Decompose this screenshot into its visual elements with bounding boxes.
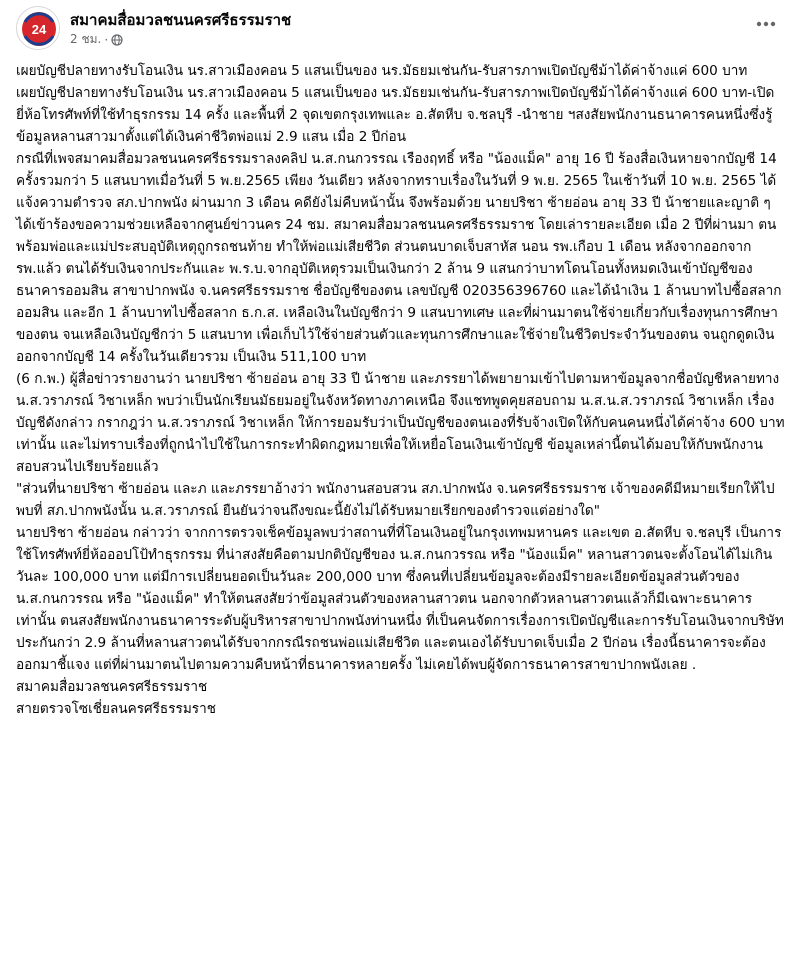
post-body <box>16 60 786 720</box>
post-paragraph-investigation: (6 ก.พ.) ผู้สื่อข่าวรายงานว่า นายปริชา ซ้ายอ่อน อายุ 33 ปี น้าชาย และภรรยาได้พยายามเข้าไปตามหาข้อมูลจากชื่อบัญชีหลายทาง น.ส.วราภรณ์ วิชาเหล็ก พบว่าเป็นนักเรียนมัธยมอยู่ในจังหวัดทางภาคเหนือ จึงแชทพูดคุยสอบถาม น.ส.น.ส.วราภรณ์ วิชาเหล็ก เรื่องบัญชีดังกล่าว กรากฎว่า น.ส.วราภรณ์ วิชาเหล็ก ให้การยอมรับว่าเป็นบัญชีของตนเองที่รับจ้างเปิดให้กับคนคนหนึ่งได้ค่าจ้าง 600 บาทเท่านั้น และไม่ทราบเรื่องที่ถูกนำไปใช้ในการกระทำผิดกฎหมายเพื่อให้เหยื่อโอนเงินเข้าบัญชี ข้อมูลเหล่านี้ตนได้มอบให้กับพนักงานสอบสวนไปเรียบร้อยแล้ว <box>16 371 785 475</box>
page-name[interactable]: สมาคมสื่อมวลชนนครศรีธรรมราช <box>70 11 292 29</box>
post-paragraph-headline: เผยบัญชีปลายทางรับโอนเงิน นร.สาวเมืองคอน 5 แสนเป็นของ นร.มัธยมเช่นกัน-รับสารภาพเปิดบัญชีม้าได้ค่าจ้างแค่ 600 บาท <box>16 63 748 79</box>
post-signature <box>16 676 786 720</box>
post-meta <box>70 30 123 49</box>
page-avatar[interactable] <box>16 6 60 50</box>
more-horizontal-icon <box>756 21 776 27</box>
post-paragraph-summary: เผยบัญชีปลายทางรับโอนเงิน นร.สาวเมืองคอน 5 แสนเป็นของ นร.มัธยมเช่นกัน-รับสารภาพเปิดบัญชีม้าได้ค่าจ้างแค่ 600 บาท-เปิดยี่ห้อโทรศัพท์ที่ใช้ทำธุรกรรม 14 ครั้ง และพื้นที่ 2 จุดเขตกรุงเทพและ อ.สัตหีบ จ.ชลบุรี -นำชาย ฯสงสัยพนักงานธนาคารคนหนึ่งซึ่งรู้ข้อมูลหลานสาวมาตั้งแต่ได้เงินค่าชีวิตพ่อแม่ 2.9 แสน เมื่อ 2 ปีก่อน <box>16 85 775 145</box>
signature-line-association: สมาคมสื่อมวลชนครศรีธรรมราช <box>16 679 208 695</box>
globe-icon <box>111 34 123 46</box>
more-options-button[interactable] <box>748 6 784 42</box>
post-paragraph-quote: "ส่วนที่นายปริชา ซ้ายอ่อน และภ และภรรยาอ้างว่า พนักงานสอบสวน สภ.ปากพนัง จ.นครศรีธรรมราช เจ้าของคดีมีหมายเรียกให้ไปพบที่ สภ.ปากพนังนั้น น.ส.วราภรณ์ ยืนยันว่าจนถึงขณะนี้ยังไม่ได้รับหมายเรียกของตำรวจแต่อย่างใด" <box>16 481 775 519</box>
meta-separator: · <box>104 32 109 47</box>
post-paragraph-suspicion: นายปริชา ซ้ายอ่อน กล่าวว่า จากการตรวจเช็คข้อมูลพบว่าสถานที่ที่โอนเงินอยู่ในกรุงเทพมหานคร และเขต อ.สัตหีบ จ.ชลบุรี เป็นการใช้โทรศัพท์ยี่ห้อออปโป้ทำธุรกรรม ที่น่าสงสัยคือตามปกติบัญชีของ น.ส.กนกวรรณ หรือ "น้องแม็ค" หลานสาวตนจะตั้งโอนได้ไม่เกินวันละ 100,000 บาท แต่มีการเปลี่ยนยอดเป็นวันละ 200,000 บาท ซึ่งคนที่เปลี่ยนข้อมูลจะต้องมีรายละเอียดข้อมูลส่วนตัวของ น.ส.กนกวรรณ หรือ "น้องแม็ค" ทำให้ตนสงสัยว่าข้อมูลส่วนตัวของหลานสาวตน นอกจากตัวหลานสาวตนแล้วก็มีเฉพาะธนาคารเท่านั้น ตนสงสัยพนักงานธนาคารระดับผู้บริหารสาขาปากพนังท่านหนึ่ง ที่เป็นคนจัดการเรื่องการเปิดบัญชีและการรับโอนเงินจากบริษัทประกันกว่า 2.9 ล้านที่หลานสาวตนได้รับจากกรณีรถชนพ่อแม่เสียชีวิต และตนเองได้รับบาดเจ็บเมื่อ 2 ปีก่อน เรื่องนี้ธนาคารจะต้องออกมาชี้แจง แต่ที่ผ่านมาตนไปตามความคืบหน้าที่ธนาคารหลายครั้ง ไม่เคยได้พบผู้จัดการธนาคารสาขาปากพนังเลย . <box>16 525 784 673</box>
avatar-logo-icon <box>17 7 60 50</box>
post-time[interactable]: 2 ชม. <box>70 32 102 46</box>
post-header <box>16 6 784 50</box>
signature-line-patrol: สายตรวจโซเชี่ยลนครศรีธรรมราช <box>16 701 216 717</box>
post-paragraph-background: กรณีที่เพจสมาคมสื่อมวลชนนครศรีธรรมราลงคลิป น.ส.กนกวรรณ เรืองฤทธิ์ หรือ "น้องแม็ค" อายุ 16 ปี ร้องสื่อเงินหายจากบัญชี 14 ครั้งรวมกว่า 5 แสนบาทเมื่อวันที่ 5 พ.ย.2565 เพียง วันเดียว หลังจากทราบเรื่องในวันที่ 9 พ.ย. 2565 ในเช้าวันที่ 10 พ.ย. 2565 ได้แจ้งความตำรวจ สภ.ปากพนัง ผ่านมาก 3 เดือน คดียังไม่คืบหน้านั้น จึงพร้อมด้วย นายปริชา ซ้ายอ่อน อายุ 33 ปี น้าชายและญาติ ๆได้เข้าร้องขอความช่วยเหลือจากศูนย์ข่าวนคร 24 ชม. สมาคมสื่อมวลชนนครศรีธรรมราช โดยเล่ารายละเอียด เมื่อ 2 ปีที่ผ่านมา ตนพร้อมพ่อและแม่ประสบอุบัติเหตุถูกรถชนท้าย ทำให้พ่อแม่เสียชีวิต ส่วนตนบาดเจ็บสาหัส นอน รพ.เกือบ 1 เดือน หลังจากออกจาก รพ.แล้ว ตนได้รับเงินจากประกันและ พ.ร.บ.จากอุบัติเหตุรวมเป็นเงินกว่า 2 ล้าน 9 แสนกว่าบาทโดนโอนทั้งหมดเงินเข้าบัญชีของธนาคารออมสิน สาขาปากพนัง จ.นครศรีธรรมราช ชื่อบัญชีของตน เลขบัญชี 020356396760 และได้นำเงิน 1 ล้านบาทไปซื้อสลากออมสิน และอีก 1 ล้านบาทไปซื้อสลาก ธ.ก.ส. เหลือเงินในบัญชีกว่า 9 แสนบาทเศษ และที่ผ่านมาตนใช้จ่ายเกี่ยวกับเรื่องทุนการศึกษาของตน จนเหลือเงินบัญชีกว่า 5 แสนบาท เพื่อเก็บไว้ใช้จ่ายส่วนตัวและทุนการศึกษาและใช้จ่ายในชีวิตประจำวันของตน จนถูกดูดเงินออกจากบัญชี 14 ครั้งในวันเดียวรวม เป็นเงิน 511,100 บาท <box>16 151 782 365</box>
avatar-text: 24 <box>31 22 47 37</box>
